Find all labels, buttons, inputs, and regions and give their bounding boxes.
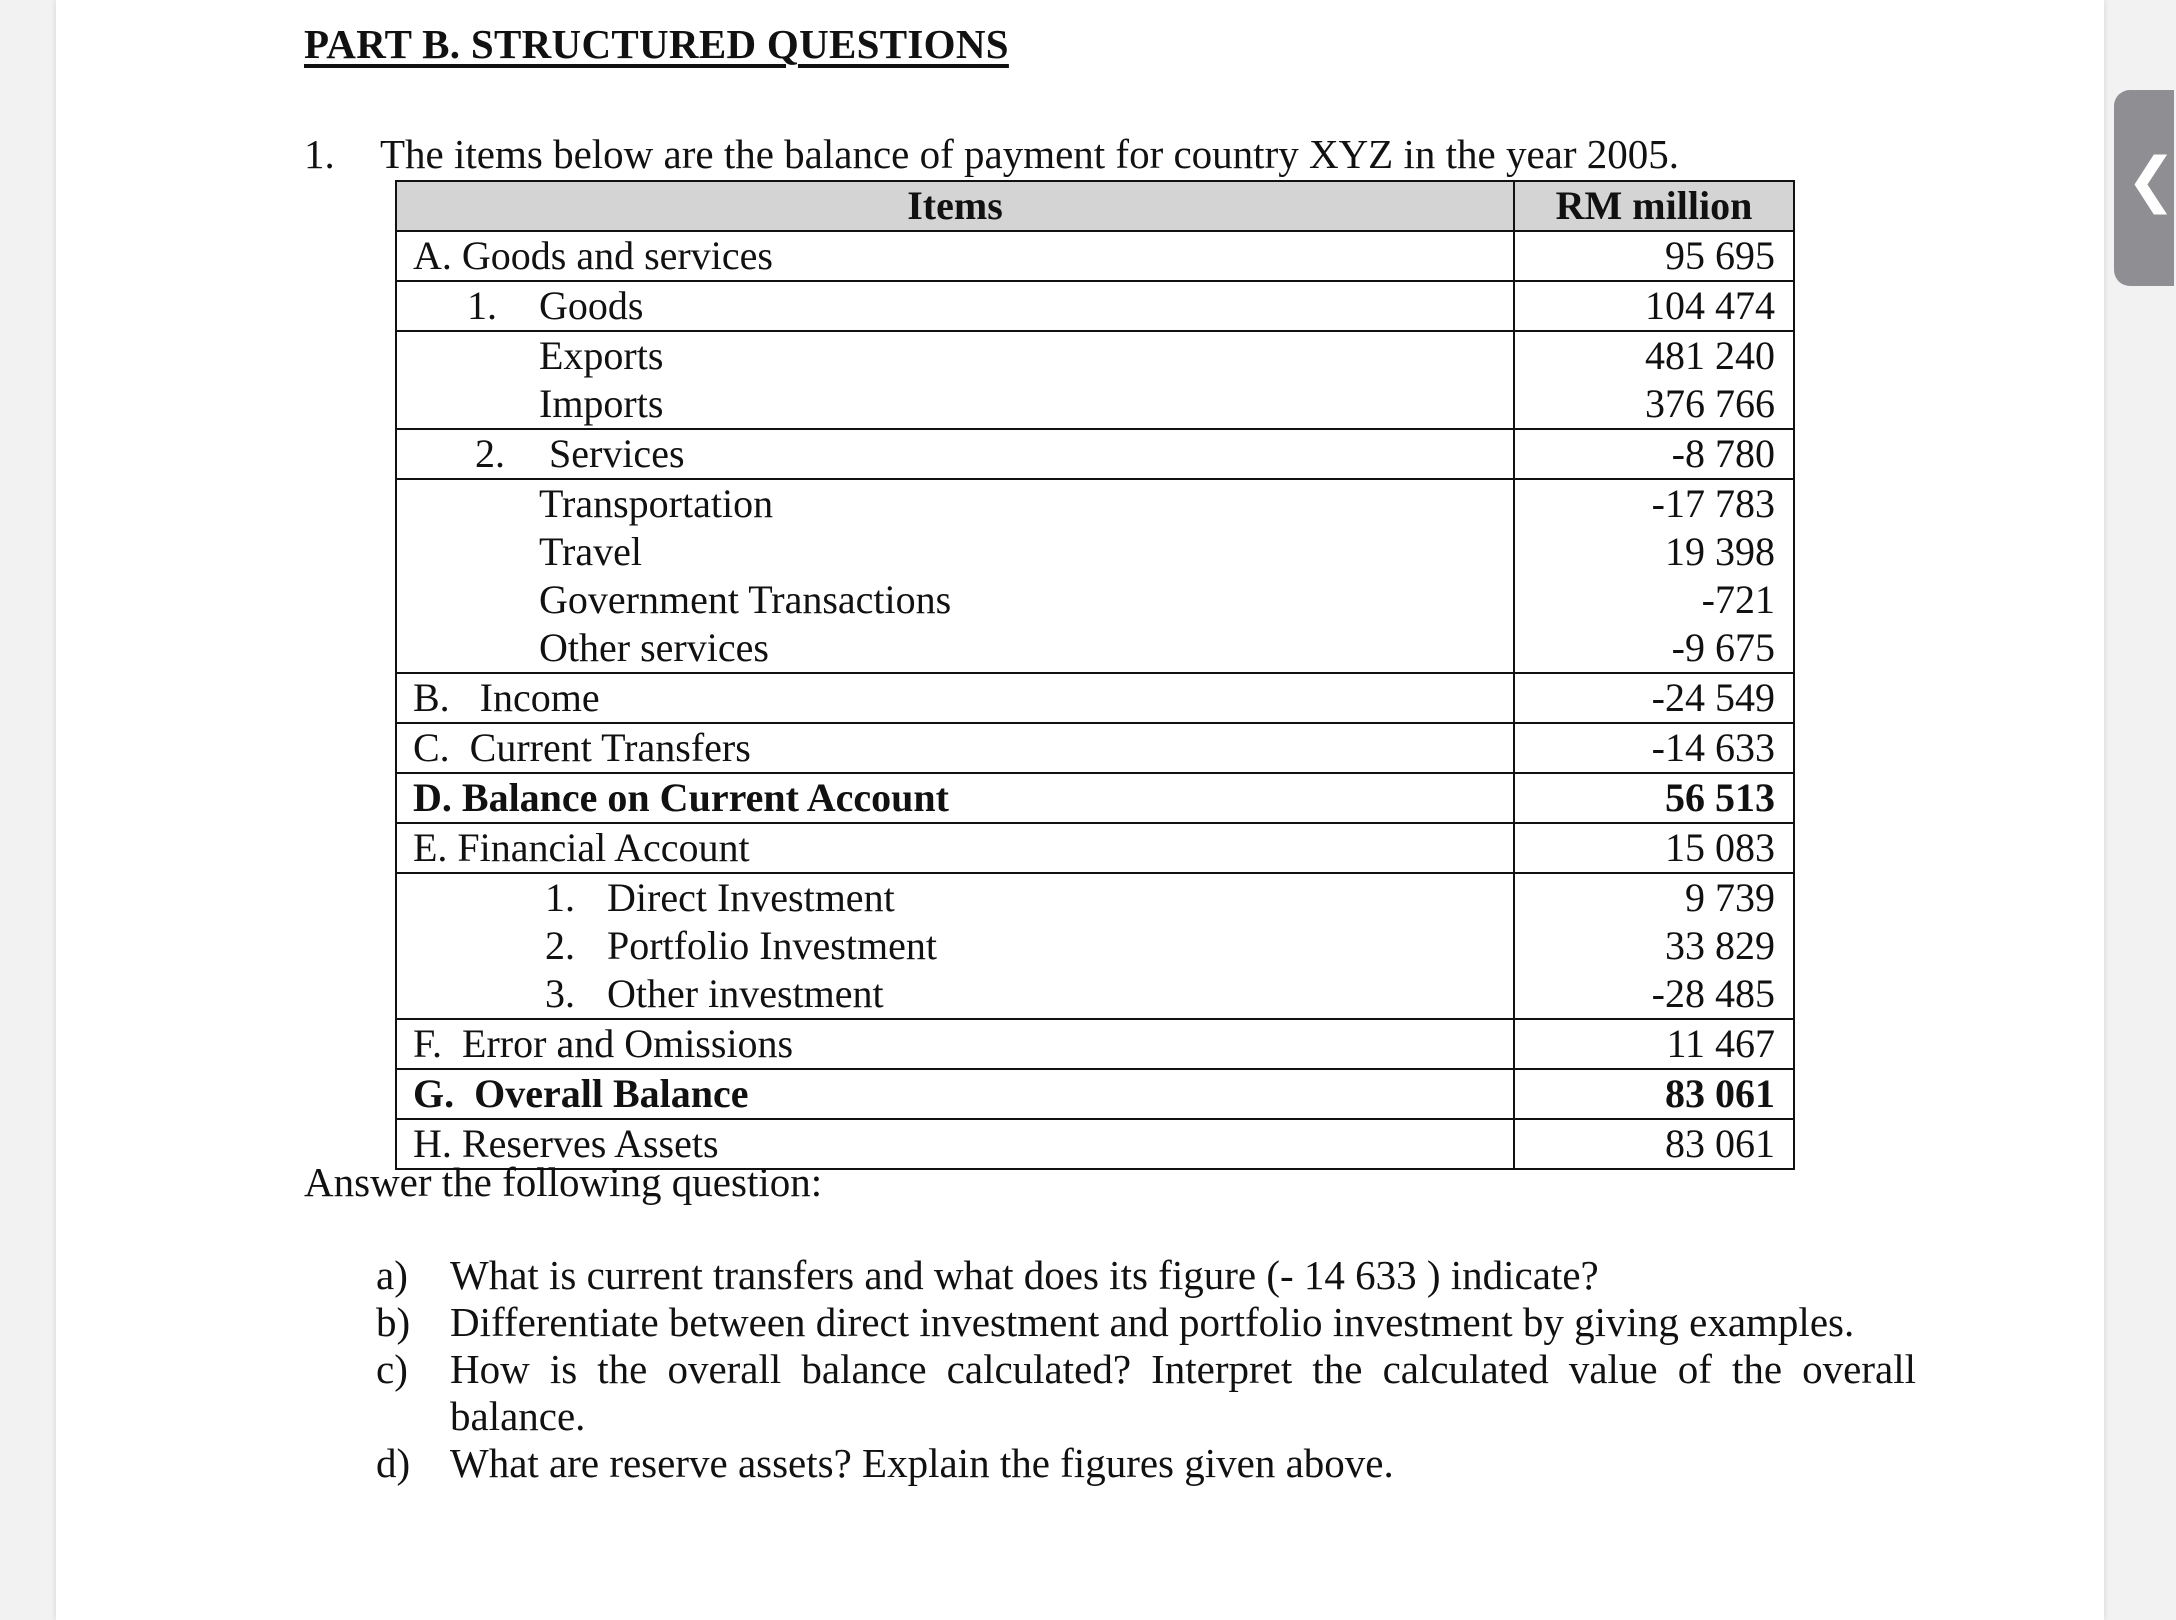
exports-label: Exports bbox=[539, 333, 664, 378]
direct-label: Direct Investment bbox=[607, 875, 895, 920]
list-item bbox=[376, 1252, 1916, 1299]
row-value-h: 83 061 bbox=[1665, 1121, 1775, 1166]
row-value-a: 95 695 bbox=[1665, 233, 1775, 278]
other-investment-number: 3. bbox=[545, 971, 575, 1016]
row-value-c: -14 633 bbox=[1651, 725, 1775, 770]
direct-number: 1. bbox=[545, 875, 575, 920]
exports-value: 481 240 bbox=[1645, 333, 1775, 378]
question-list bbox=[376, 1252, 1916, 1487]
question-letter: d) bbox=[376, 1440, 411, 1486]
document-page bbox=[56, 0, 2104, 1620]
question-text: The items below are the balance of payment for country XYZ in the year 2005. bbox=[380, 131, 1680, 177]
row-value-d: 56 513 bbox=[1665, 775, 1775, 820]
row-value-e: 15 083 bbox=[1665, 825, 1775, 870]
services-label: Services bbox=[549, 431, 685, 476]
question-letter: c) bbox=[376, 1346, 408, 1392]
row-label-c: C. Current Transfers bbox=[413, 725, 751, 770]
question-body: What are reserve assets? Explain the figures given above. bbox=[450, 1440, 1394, 1486]
question-body: How is the overall balance calculated? Interpret the calculated value of the overall balance. bbox=[450, 1346, 1916, 1439]
question-body: What is current transfers and what does its figure (- 14 633 ) indicate? bbox=[450, 1252, 1599, 1298]
table-row bbox=[396, 773, 1794, 823]
services-number: 2. bbox=[475, 431, 505, 476]
imports-label: Imports bbox=[539, 381, 664, 426]
other-services-value: -9 675 bbox=[1671, 625, 1775, 670]
table-row bbox=[396, 429, 1794, 479]
chevron-left-icon: ❮ bbox=[2126, 145, 2176, 215]
row-direct bbox=[397, 874, 1513, 922]
portfolio-label: Portfolio Investment bbox=[607, 923, 937, 968]
list-item bbox=[376, 1440, 1916, 1487]
gov-value: -721 bbox=[1701, 577, 1775, 622]
other-investment-value: -28 485 bbox=[1651, 971, 1775, 1016]
question-intro bbox=[304, 130, 1679, 178]
page-heading: PART B. STRUCTURED QUESTIONS bbox=[304, 21, 1009, 67]
row-value-g: 83 061 bbox=[1665, 1071, 1775, 1116]
table-row bbox=[396, 1069, 1794, 1119]
other-investment-label: Other investment bbox=[607, 971, 884, 1016]
direct-value: 9 739 bbox=[1685, 875, 1775, 920]
question-number: 1. bbox=[304, 131, 335, 177]
imports-value: 376 766 bbox=[1645, 381, 1775, 426]
services-value: -8 780 bbox=[1671, 431, 1775, 476]
other-services-label: Other services bbox=[539, 625, 769, 670]
row-label-e: E. Financial Account bbox=[413, 825, 750, 870]
table-row bbox=[396, 1019, 1794, 1069]
question-body: Differentiate between direct investment and portfolio investment by giving examples. bbox=[450, 1299, 1855, 1345]
table-row bbox=[396, 823, 1794, 873]
transport-value: -17 783 bbox=[1651, 481, 1775, 526]
gov-label: Government Transactions bbox=[539, 577, 952, 622]
row-services bbox=[397, 430, 1513, 478]
transport-label: Transportation bbox=[539, 481, 774, 526]
table-row bbox=[396, 281, 1794, 331]
side-panel-toggle[interactable] bbox=[2114, 90, 2174, 286]
question-letter: a) bbox=[376, 1252, 408, 1298]
goods-label: Goods bbox=[539, 283, 644, 328]
table-row bbox=[396, 479, 1794, 673]
goods-number: 1. bbox=[467, 283, 497, 328]
table-row bbox=[396, 231, 1794, 281]
row-portfolio bbox=[397, 922, 1513, 970]
table-row bbox=[396, 723, 1794, 773]
list-item bbox=[376, 1346, 1916, 1440]
table-row bbox=[396, 873, 1794, 1019]
portfolio-value: 33 829 bbox=[1665, 923, 1775, 968]
table-header-row bbox=[396, 181, 1794, 231]
row-label-h: H. Reserves Assets bbox=[413, 1121, 719, 1166]
row-label-b: B. Income bbox=[413, 675, 600, 720]
row-label-d: D. Balance on Current Account bbox=[413, 775, 949, 820]
table-row bbox=[396, 331, 1794, 429]
row-other-investment bbox=[397, 970, 1513, 1018]
answer-intro: Answer the following question: bbox=[304, 1159, 823, 1205]
row-goods bbox=[397, 282, 1513, 330]
balance-of-payment-table bbox=[395, 180, 1795, 1170]
question-letter: b) bbox=[376, 1299, 411, 1345]
header-value: RM million bbox=[1514, 181, 1794, 231]
row-label-g: G. Overall Balance bbox=[413, 1071, 749, 1116]
goods-value: 104 474 bbox=[1645, 283, 1775, 328]
travel-value: 19 398 bbox=[1665, 529, 1775, 574]
table-row bbox=[396, 673, 1794, 723]
portfolio-number: 2. bbox=[545, 923, 575, 968]
row-value-b: -24 549 bbox=[1651, 675, 1775, 720]
travel-label: Travel bbox=[539, 529, 642, 574]
row-value-f: 11 467 bbox=[1666, 1021, 1775, 1066]
list-item bbox=[376, 1299, 1916, 1346]
row-label-a: A. Goods and services bbox=[413, 233, 773, 278]
row-label-f: F. Error and Omissions bbox=[413, 1021, 794, 1066]
header-items: Items bbox=[396, 181, 1514, 231]
